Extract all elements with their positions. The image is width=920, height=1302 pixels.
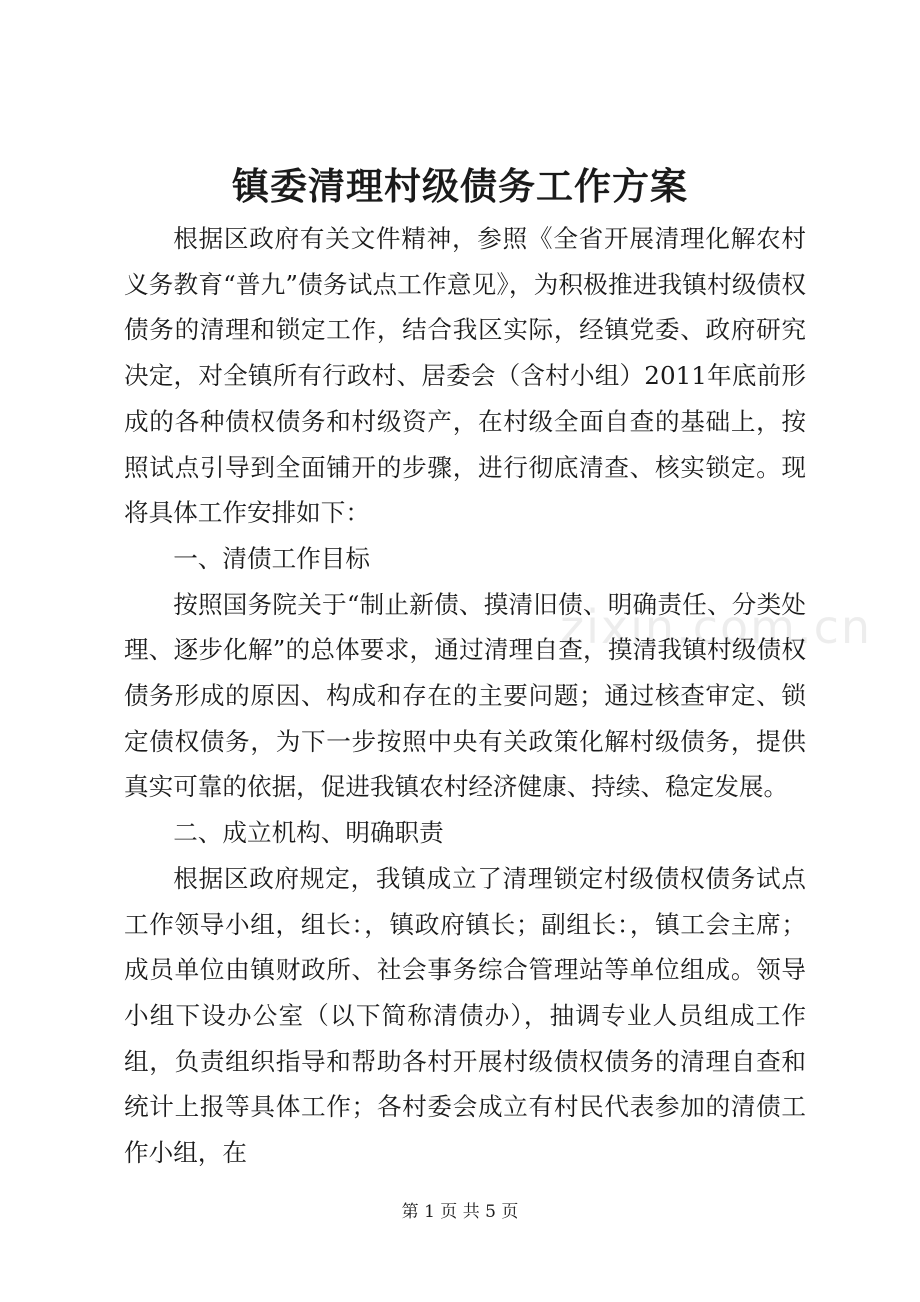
watermark: zixin.com.cn <box>560 600 873 654</box>
page-footer <box>0 1200 920 1224</box>
section-heading-1: 一、清债工作目标 <box>173 543 370 573</box>
paragraph-intro: 根据区政府有关文件精神，参照《全省开展清理化解农村义务教育“普九”债务试点工作意见》，为积极推进我镇村级债权债务的清理和锁定工作，结合我区实际，经镇党委、政府研究决定，对全镇所有行政村、居委会（含村小组）2011年底前形成的各种债权债务和村级资产，在村级全面自查的基础上，按照试点引导到全面铺开的步骤，进行彻底清查、核实锁定。现将具体工作安排如下： <box>124 224 806 528</box>
document-title: 镇委清理村级债务工作方案 <box>232 164 688 208</box>
document-body <box>124 216 806 1176</box>
paragraph-organization: 根据区政府规定，我镇成立了清理锁定村级债权债务试点工作领导小组，组长：，镇政府镇长；副组长：，镇工会主席；成员单位由镇财政所、社会事务综合管理站等单位组成。领导小组下设办公室（以下简称清债办），抽调专业人员组成工作组，负责组织指导和帮助各村开展村级债权债务的清理自查和统计上报等具体工作；各村委会成立有村民代表参加的清债工作小组，在 <box>124 863 806 1168</box>
page-number: 第 1 页 共 5 页 <box>401 1202 519 1222</box>
section-heading-2: 二、成立机构、明确职责 <box>173 818 444 848</box>
paragraph-goals: 按照国务院关于“制止新债、摸清旧债、明确责任、分类处理、逐步化解”的总体要求，通过清理自查，摸清我镇村级债权债务形成的原因、构成和存在的主要问题；通过核查审定、锁定债权债务，为下一步按照中央有关政策化解村级债务，提供真实可靠的依据，促进我镇农村经济健康、持续、稳定发展。 <box>124 589 806 802</box>
